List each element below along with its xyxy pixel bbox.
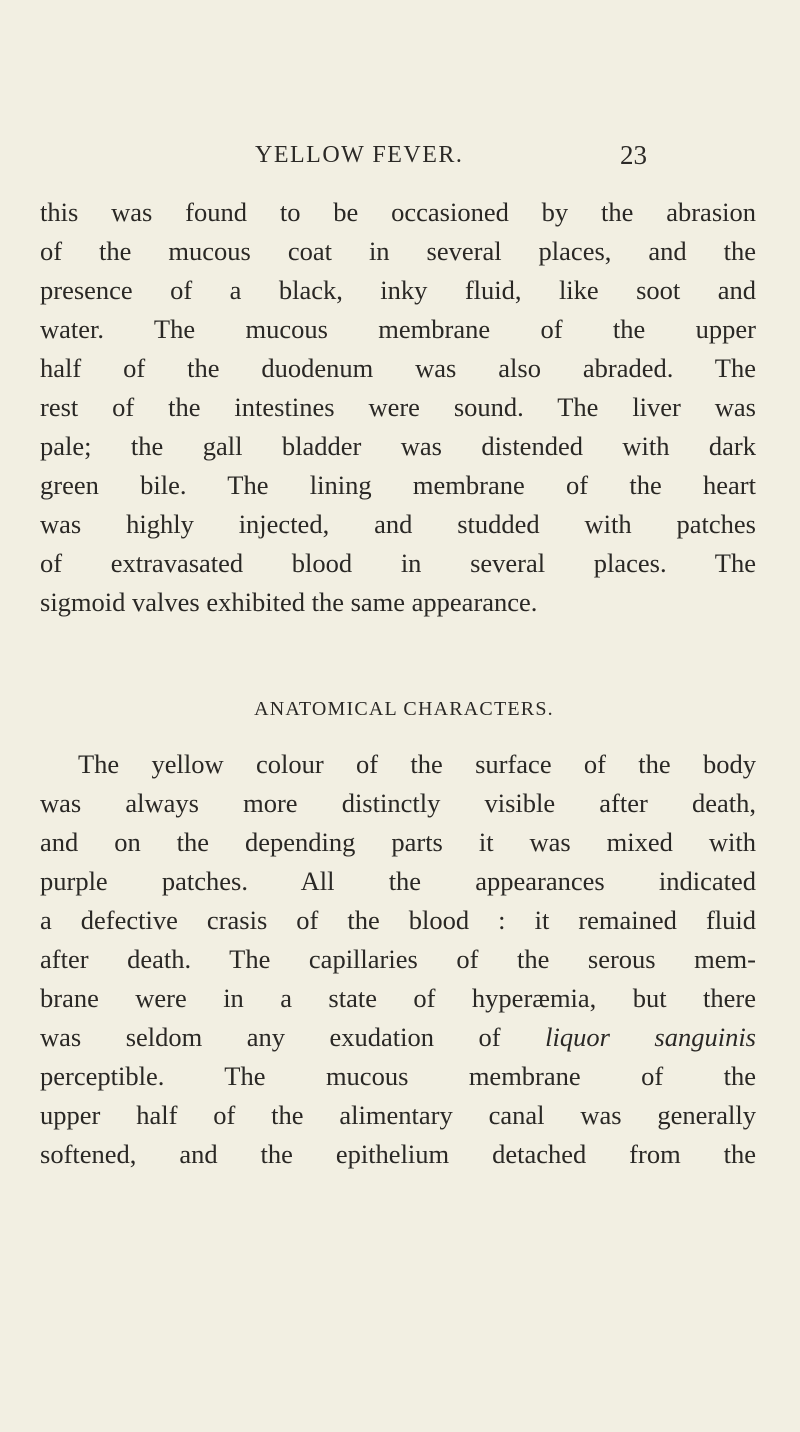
text-line: after death. The capillaries of the serous mem- xyxy=(40,944,756,974)
text-line: sigmoid valves exhibited the same appearance. xyxy=(40,587,538,617)
text-line: half of the duodenum was also abraded. The xyxy=(40,353,756,383)
page-number: 23 xyxy=(620,140,647,170)
paragraph-anatomical-characters xyxy=(40,745,756,1174)
text-line: and on the depending parts it was mixed with xyxy=(40,827,756,857)
running-title: YELLOW FEVER. xyxy=(255,142,464,168)
text-line: presence of a black, inky fluid, like soot and xyxy=(40,275,756,305)
section-heading: ANATOMICAL CHARACTERS. xyxy=(254,698,554,720)
text-line: was highly injected, and studded with patches xyxy=(40,509,756,539)
text-line: of extravasated blood in several places. The xyxy=(40,548,756,578)
text-line: rest of the intestines were sound. The liver was xyxy=(40,392,756,422)
text-line: brane were in a state of hyperæmia, but there xyxy=(40,983,756,1013)
text-line: softened, and the epithelium detached from the xyxy=(40,1139,756,1169)
text-line: perceptible. The mucous membrane of the xyxy=(40,1061,756,1091)
text-line: was always more distinctly visible after death, xyxy=(40,788,756,818)
text-line: water. The mucous membrane of the upper xyxy=(40,314,756,344)
italic-latin-term: liquor sanguinis xyxy=(545,1022,756,1052)
paragraph-anatomy-findings xyxy=(40,193,756,622)
section-heading-container xyxy=(0,698,800,721)
text-line: green bile. The lining membrane of the heart xyxy=(40,470,756,500)
text-line: a defective crasis of the blood : it remained fluid xyxy=(40,905,756,935)
text-line: of the mucous coat in several places, and the xyxy=(40,236,756,266)
text-line: pale; the gall bladder was distended with dark xyxy=(40,431,756,461)
text-line: The yellow colour of the surface of the body xyxy=(78,749,756,779)
text-line: this was found to be occasioned by the abrasion xyxy=(40,197,756,227)
text-line: upper half of the alimentary canal was generally xyxy=(40,1100,756,1130)
text-fragment: was seldom any exudation of xyxy=(40,1022,546,1052)
text-line: purple patches. All the appearances indicated xyxy=(40,866,756,896)
text-line-with-italic xyxy=(40,1018,756,1057)
